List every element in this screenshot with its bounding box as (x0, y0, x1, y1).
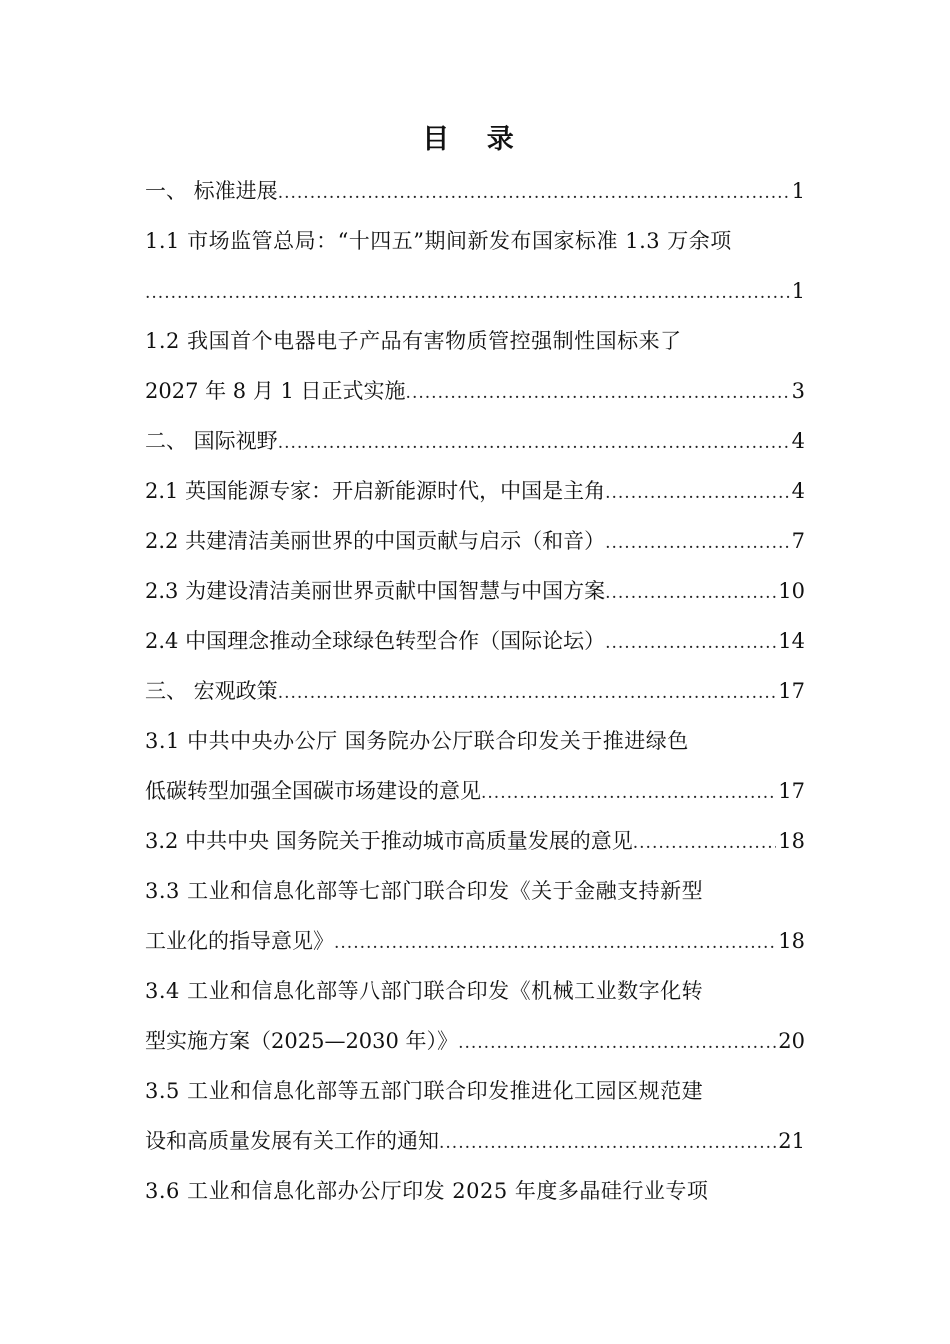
toc-page-number: 20 (778, 1029, 805, 1053)
toc-entry-text: 3.4 工业和信息化部等八部门联合印发《机械工业数字化转 (145, 979, 704, 1003)
toc-entry[interactable] (145, 666, 805, 716)
toc-entry-text: 3.1 中共中央办公厅 国务院办公厅联合印发关于推进绿色 (145, 729, 689, 753)
dot-leader (605, 518, 790, 566)
dot-leader (605, 618, 776, 666)
toc-entry[interactable] (145, 966, 805, 1066)
toc-entry-label: 3.2 中共中央 国务院关于推动城市高质量发展的意见 (145, 829, 633, 853)
toc-page-number: 4 (791, 429, 805, 453)
dot-leader (278, 668, 777, 716)
toc-entry[interactable] (145, 1166, 805, 1216)
toc-entry-label: 一、 标准进展 (145, 179, 278, 203)
toc-entry[interactable] (145, 816, 805, 866)
dot-leader (481, 768, 776, 816)
toc-entry-label: 型实施方案（2025—2030 年）》 (145, 1029, 459, 1053)
toc-title: 目 录 (422, 124, 528, 155)
toc-entry[interactable] (145, 466, 805, 516)
dot-leader (439, 1118, 776, 1166)
toc-page-number: 3 (791, 379, 805, 403)
toc-entry-label: 二、 国际视野 (145, 429, 278, 453)
toc-entry-label: 2.3 为建设清洁美丽世界贡献中国智慧与中国方案 (145, 579, 606, 603)
toc-page-number: 18 (778, 829, 805, 853)
toc-entry-text: 3.6 工业和信息化部办公厅印发 2025 年度多晶硅行业专项 (145, 1179, 709, 1203)
dot-leader (278, 418, 790, 466)
toc-page-number: 17 (778, 679, 805, 703)
toc-page-number: 10 (778, 579, 805, 603)
toc-page-number: 4 (791, 479, 805, 503)
dot-leader (605, 568, 776, 616)
toc-entry[interactable] (145, 516, 805, 566)
dot-leader (406, 368, 790, 416)
toc-page-number: 1 (791, 279, 805, 303)
toc-page-number: 14 (778, 629, 805, 653)
toc-entry[interactable] (145, 216, 805, 316)
toc-entry-label: 三、 宏观政策 (145, 679, 278, 703)
toc-list (145, 166, 805, 1216)
toc-entry[interactable] (145, 316, 805, 416)
toc-entry-text: 1.1 市场监管总局：“十四五”期间新发布国家标准 1.3 万余项 (145, 229, 732, 253)
dot-leader (278, 168, 790, 216)
toc-entry[interactable] (145, 866, 805, 966)
toc-entry-text: 3.3 工业和信息化部等七部门联合印发《关于金融支持新型 (145, 879, 704, 903)
toc-entry-label: 设和高质量发展有关工作的通知 (145, 1129, 439, 1153)
toc-entry[interactable] (145, 716, 805, 816)
toc-page-number: 18 (778, 929, 805, 953)
toc-entry-label: 2.4 中国理念推动全球绿色转型合作（国际论坛） (145, 629, 606, 653)
toc-page-number: 7 (791, 529, 805, 553)
toc-entry-label: 2.1 英国能源专家：开启新能源时代，中国是主角 (145, 479, 606, 503)
toc-entry[interactable] (145, 416, 805, 466)
toc-entry[interactable] (145, 166, 805, 216)
dot-leader (633, 818, 777, 866)
toc-page-number: 21 (778, 1129, 805, 1153)
toc-entry[interactable] (145, 616, 805, 666)
toc-entry-label: 工业化的指导意见》 (145, 929, 334, 953)
dot-leader (145, 268, 790, 316)
toc-entry-label: 2.2 共建清洁美丽世界的中国贡献与启示（和音） (145, 529, 606, 553)
dot-leader (605, 468, 790, 516)
toc-entry-text: 1.2 我国首个电器电子产品有害物质管控强制性国标来了 (145, 329, 682, 353)
dot-leader (458, 1018, 776, 1066)
toc-entry-label: 2027 年 8 月 1 日正式实施 (145, 379, 406, 403)
toc-page-number: 17 (778, 779, 805, 803)
toc-entry-label: 低碳转型加强全国碳市场建设的意见 (145, 779, 481, 803)
dot-leader (334, 918, 776, 966)
toc-page-number: 1 (791, 179, 805, 203)
toc-entry[interactable] (145, 566, 805, 616)
toc-entry[interactable] (145, 1066, 805, 1166)
toc-entry-text: 3.5 工业和信息化部等五部门联合印发推进化工园区规范建 (145, 1079, 704, 1103)
